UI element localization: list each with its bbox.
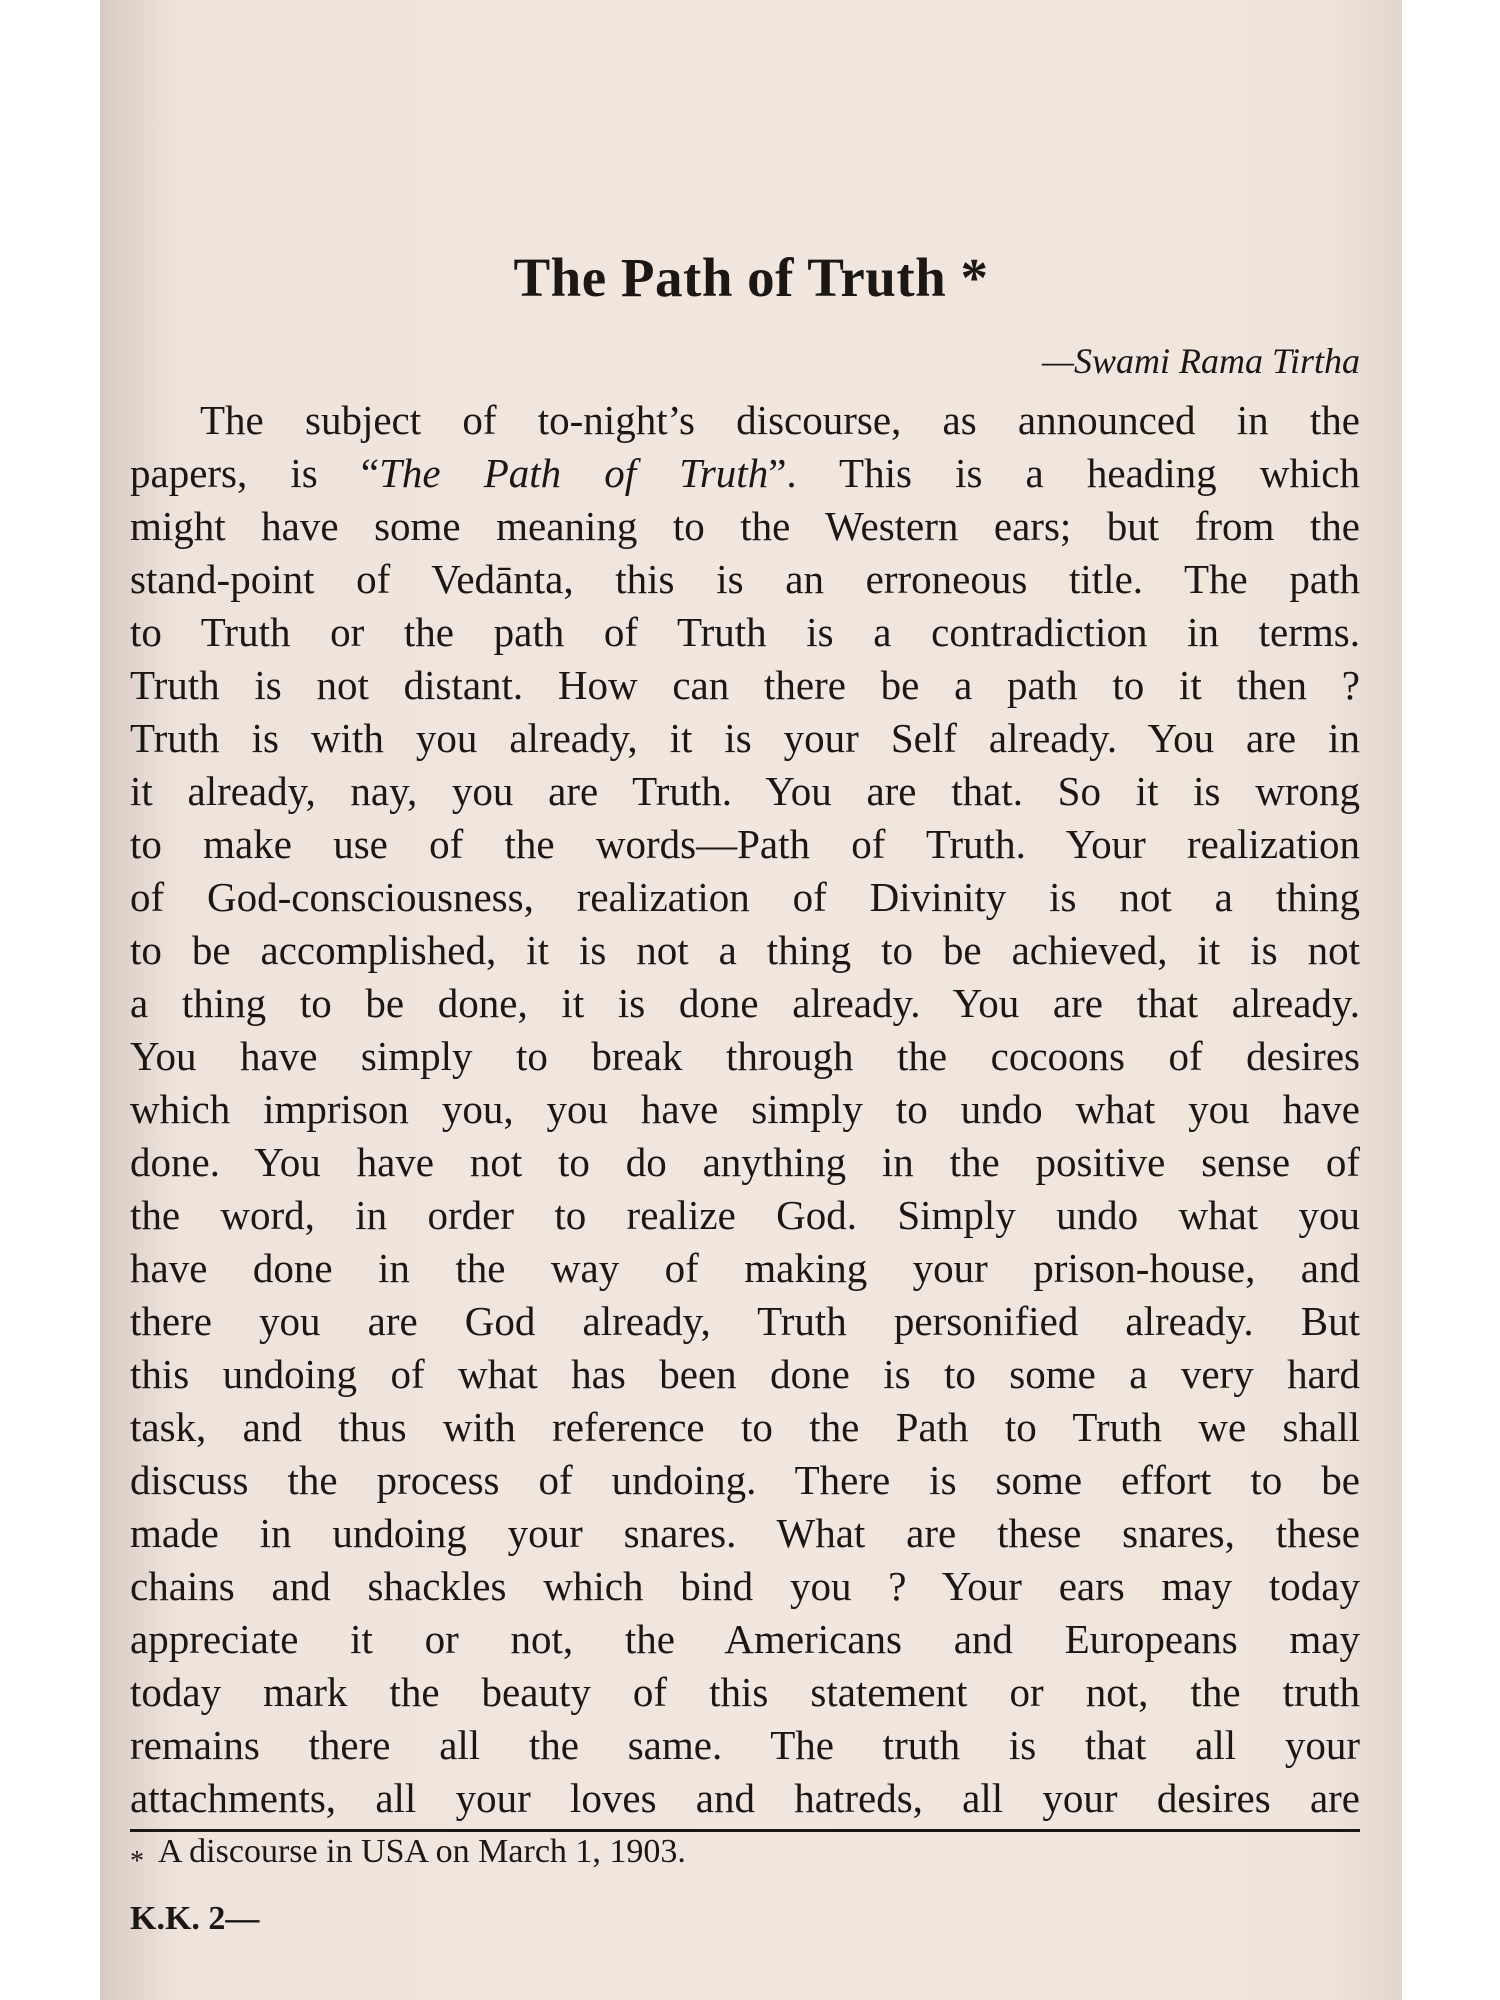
body-line: to be accomplished, it is not a thing to be achieved, it is not [130, 927, 1360, 973]
body-line: The subject of to-night’s discourse, as announced in the [200, 397, 1360, 443]
footnote-text: A discourse in USA on March 1, 1903. [158, 1833, 686, 1870]
body-line: You have simply to break through the cocoons of desires [130, 1033, 1360, 1079]
body-line: appreciate it or not, the Americans and Europeans may [130, 1616, 1360, 1662]
body-line: attachments, all your loves and hatreds, all your desires are [130, 1775, 1360, 1821]
body-line: have done in the way of making your prison-house, and [130, 1245, 1360, 1291]
body-line: stand-point of Vedānta, this is an erroneous title. The path [130, 556, 1360, 602]
body-line: which imprison you, you have simply to undo what you have [130, 1086, 1360, 1132]
footnote-marker: * [130, 1846, 144, 1877]
body-line: made in undoing your snares. What are these snares, these [130, 1510, 1360, 1556]
body-line: remains there all the same. The truth is that all your [130, 1722, 1360, 1768]
body-line: today mark the beauty of this statement or not, the truth [130, 1669, 1360, 1715]
body-line: papers, is “The Path of Truth”. This is a heading which [130, 450, 1360, 496]
body-line: the word, in order to realize God. Simply undo what you [130, 1192, 1360, 1238]
body-line: there you are God already, Truth personified already. But [130, 1298, 1360, 1344]
body-line: to make use of the words—Path of Truth. Your realization [130, 821, 1360, 867]
author-attribution: —Swami Rama Tirtha [1041, 341, 1360, 381]
body-line: Truth is with you already, it is your Self already. You are in [130, 715, 1360, 761]
signature-mark: K.K. 2— [130, 1900, 260, 1937]
chapter-title: The Path of Truth * [513, 247, 989, 308]
body-line: might have some meaning to the Western ears; but from the [130, 503, 1360, 549]
footnote [130, 1832, 686, 1877]
book-page [100, 0, 1402, 2000]
body-paragraph [130, 394, 1360, 1825]
body-line: a thing to be done, it is done already. You are that already. [130, 980, 1360, 1026]
body-line: this undoing of what has been done is to some a very hard [130, 1351, 1360, 1397]
body-line: to Truth or the path of Truth is a contradiction in terms. [130, 609, 1360, 655]
body-line: of God-consciousness, realization of Divinity is not a thing [130, 874, 1360, 920]
body-line: it already, nay, you are Truth. You are that. So it is wrong [130, 768, 1360, 814]
body-line: Truth is not distant. How can there be a path to it then ? [130, 662, 1360, 708]
body-line: discuss the process of undoing. There is some effort to be [130, 1457, 1360, 1503]
body-line: done. You have not to do anything in the positive sense of [130, 1139, 1360, 1185]
body-line: chains and shackles which bind you ? Your ears may today [130, 1563, 1360, 1609]
body-line: task, and thus with reference to the Path to Truth we shall [130, 1404, 1360, 1450]
